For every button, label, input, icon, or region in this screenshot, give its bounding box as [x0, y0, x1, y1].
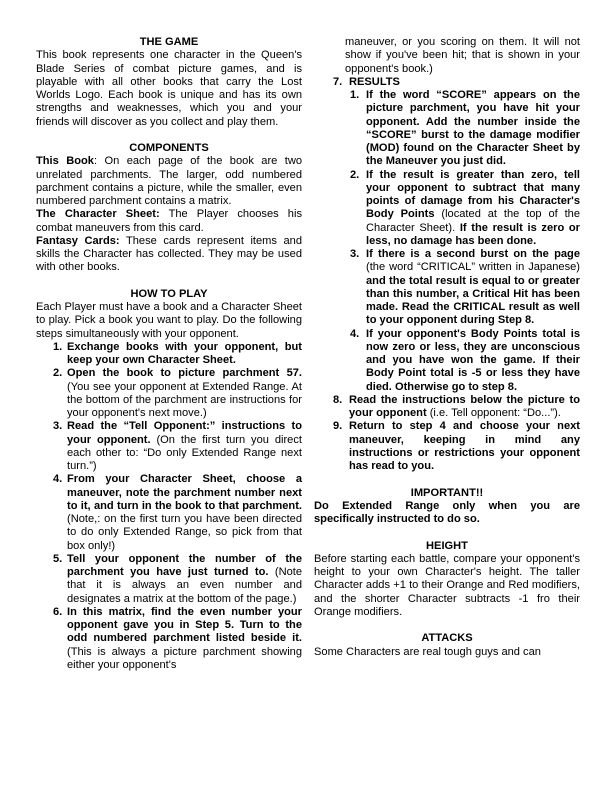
list-item: 3. If there is a second burst on the page (the word “CRITICAL” written in Japanese) and the total result is equal to or greater than this number, a Critical Hit has been made. Read the CRITICAL result as well to your opponent during Step 8.: [350, 248, 580, 327]
list-item: 2. If the result is greater than zero, tell your opponent to subtract that many points of damage from his Character's Body Points (located at the top of the Character Sheet). If the result is zero or less, no damage has been done.: [350, 168, 581, 247]
left-column: [36, 36, 302, 672]
height-text: Before starting each battle, compare your opponent's height to your own Character's height. The taller Character adds +1 to their Orange and Red modifiers, and the shorter Character subtracts -1 fro their Orange modifiers.: [314, 552, 580, 618]
the-game-text: This book represents one character in the Queen's Blade Series of combat picture games, and is playable with all other books that carry the Lost Worlds Logo. Each book is unique and has its own strengths and weaknesses, which you and your friends will discover as you collect and play them.: [36, 49, 302, 128]
right-column: [314, 36, 580, 659]
list-item: 4. From your Character Sheet, choose a maneuver, note the parchment number next to it, and turn in the book to that parchment. (Note,: on the first turn you have been directed to do only Extended Range, so pick from that box only!): [53, 473, 302, 552]
attacks-text: Some Characters are real tough guys and can: [314, 645, 541, 658]
list-item: 4. If your opponent's Body Points total is now zero or less, they are unconscious and you have won the game. If their Body Point total is -5 or less they have died. Otherwise go to step 8.: [350, 327, 580, 393]
how-to-play-steps: [36, 341, 302, 672]
list-item: 5. Tell your opponent the number of the parchment you have just turned to. (Note that it is always an even number and designates a matrix at the bottom of the page.): [53, 552, 303, 605]
list-item: 9. Return to step 4 and choose your next maneuver, keeping in mind any instructions or restrictions your opponent has read to you.: [333, 420, 580, 472]
final-steps: [314, 394, 580, 474]
list-item: 2. Open the book to picture parchment 57. (You see your opponent at Extended Range. At the bottom of the parchment are instructions for your opponent's next move.): [53, 367, 302, 419]
important-heading: IMPORTANT!!: [410, 486, 484, 499]
the-game-heading: THE GAME: [139, 36, 199, 48]
component-character-sheet: The Character Sheet: The Player chooses his combat maneuvers from this card.: [36, 208, 302, 234]
list-item: 1. If the word “SCORE” appears on the picture parchment, you have hit your opponent. Add the number inside the “SCORE” burst to the damage modifier (MOD) found on the Character Sheet by the Maneuver you just did.: [350, 89, 580, 168]
important-text: Do Extended Range only when you are specifically instructed to do so.: [314, 499, 580, 525]
list-item: 6. In this matrix, find the even number your opponent gave you in Step 5. Turn to the odd numbered parchment listed beside it. (This is always a picture parchment showing either your opponent's: [53, 605, 302, 671]
list-item: 3. Read the “Tell Opponent:” instructions to your opponent. (On the first turn you direct each other to: “Do only Extended Range next turn.”): [53, 420, 302, 472]
list-item: 1. Exchange books with your opponent, but keep your own Character Sheet.: [53, 340, 302, 366]
list-item: 8. Read the instructions below the picture to your opponent (i.e. Tell opponent: “Do...”).: [333, 393, 580, 419]
height-heading: HEIGHT: [426, 539, 468, 552]
how-to-play-heading: HOW TO PLAY: [130, 287, 208, 300]
results-heading: 7. RESULTS: [333, 75, 400, 88]
component-this-book: This Book: On each page of the book are two unrelated parchments. The larger, odd numbered parchment contains a picture, while the smaller, even numbered parchment contains a matrix.: [36, 155, 303, 207]
results-list: [314, 89, 580, 394]
attacks-heading: ATTACKS: [421, 632, 473, 645]
step-6-continued: maneuver, or you scoring on them. It will not show if you've been hit; that is shown in your opponent's book.): [345, 36, 580, 75]
component-fantasy-cards: Fantasy Cards: These cards represent items and skills the Character has collected. They may be used with other books.: [36, 234, 303, 274]
components-heading: COMPONENTS: [129, 142, 209, 154]
how-to-play-intro: Each Player must have a book and a Character Sheet to play. Pick a book you want to play. Do the following steps simultaneously with your opponent.: [36, 301, 302, 340]
